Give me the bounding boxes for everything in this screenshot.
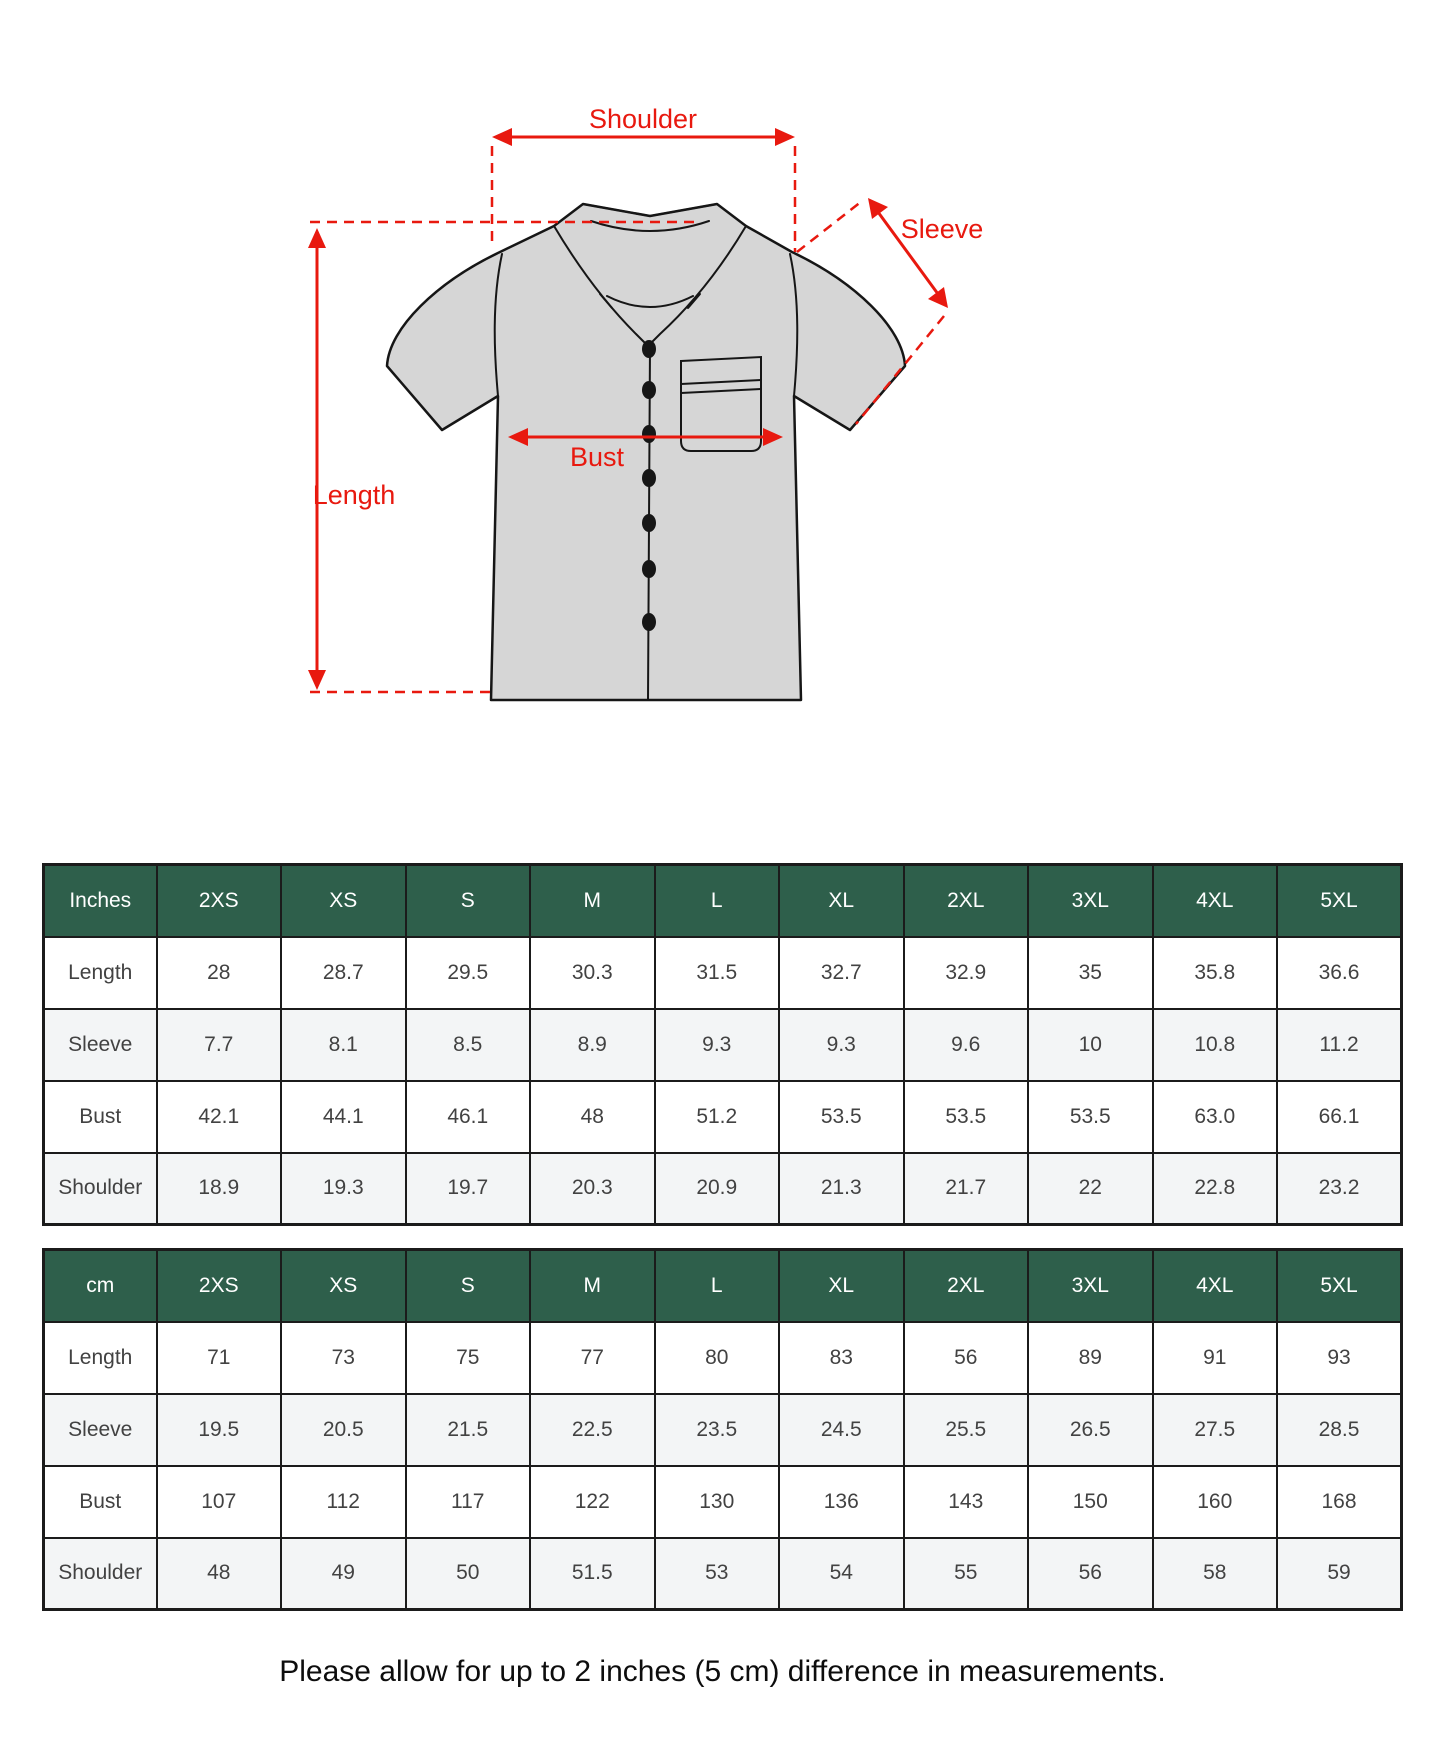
measurement-cell: 50 (406, 1538, 531, 1610)
shoulder-label: Shoulder (588, 104, 698, 134)
size-column-header: XL (779, 1250, 904, 1322)
measurement-cell: 48 (157, 1538, 282, 1610)
measurement-cell: 8.1 (281, 1009, 406, 1081)
measurement-cell: 35.8 (1153, 937, 1278, 1009)
size-table-cm-body (44, 1322, 1402, 1610)
measurement-cell: 143 (904, 1466, 1029, 1538)
measurement-cell: 21.7 (904, 1153, 1029, 1225)
measurement-cell: 42.1 (157, 1081, 282, 1153)
measurement-cell: 23.2 (1277, 1153, 1402, 1225)
measurement-cell: 7.7 (157, 1009, 282, 1081)
measurement-cell: 55 (904, 1538, 1029, 1610)
table-row (44, 1538, 1402, 1610)
size-column-header: M (530, 1250, 655, 1322)
measurement-cell: 53 (655, 1538, 780, 1610)
measurement-cell: 107 (157, 1466, 282, 1538)
row-label-cell: Sleeve (44, 1009, 157, 1081)
measurement-cell: 93 (1277, 1322, 1402, 1394)
measurement-cell: 31.5 (655, 937, 780, 1009)
size-column-header: S (406, 1250, 531, 1322)
measurement-cell: 53.5 (779, 1081, 904, 1153)
table-row (44, 1153, 1402, 1225)
table-row (44, 1394, 1402, 1466)
size-column-header: XS (281, 1250, 406, 1322)
table-row (44, 937, 1402, 1009)
row-label-cell: Shoulder (44, 1538, 157, 1610)
measurement-cell: 18.9 (157, 1153, 282, 1225)
size-column-header: 3XL (1028, 1250, 1153, 1322)
row-label-cell: Bust (44, 1081, 157, 1153)
row-label-cell: Length (44, 937, 157, 1009)
measurement-cell: 53.5 (1028, 1081, 1153, 1153)
measurement-cell: 21.5 (406, 1394, 531, 1466)
size-table-cm-header (44, 1250, 1402, 1322)
measurement-cell: 46.1 (406, 1081, 531, 1153)
size-table-inches-header (44, 865, 1402, 937)
measurement-cell: 75 (406, 1322, 531, 1394)
measurement-cell: 150 (1028, 1466, 1153, 1538)
size-table-cm (42, 1248, 1403, 1611)
size-column-header: 2XL (904, 1250, 1029, 1322)
measurement-cell: 58 (1153, 1538, 1278, 1610)
size-column-header: 5XL (1277, 865, 1402, 937)
measurement-cell: 112 (281, 1466, 406, 1538)
arrowhead-down-right (928, 287, 948, 308)
measurement-cell: 22.5 (530, 1394, 655, 1466)
size-table-inches-body (44, 937, 1402, 1225)
measurement-tolerance-note: Please allow for up to 2 inches (5 cm) difference in measurements. (279, 1655, 1166, 1688)
measurement-cell: 35 (1028, 937, 1153, 1009)
length-label: Length (312, 480, 396, 510)
measurement-cell: 77 (530, 1322, 655, 1394)
table-row (44, 1081, 1402, 1153)
size-column-header: M (530, 865, 655, 937)
size-column-header: L (655, 1250, 780, 1322)
measurement-cell: 21.3 (779, 1153, 904, 1225)
arrowhead-down (308, 670, 326, 690)
measurement-cell: 32.9 (904, 937, 1029, 1009)
measurement-cell: 71 (157, 1322, 282, 1394)
sleeve-label: Sleeve (900, 214, 984, 244)
arrowhead-up-left (868, 198, 888, 219)
measurement-cell: 49 (281, 1538, 406, 1610)
measurement-cell: 30.3 (530, 937, 655, 1009)
measurement-cell: 20.5 (281, 1394, 406, 1466)
size-table-inches (42, 863, 1403, 1226)
measurement-cell: 10 (1028, 1009, 1153, 1081)
measurement-cell: 10.8 (1153, 1009, 1278, 1081)
measurement-cell: 9.6 (904, 1009, 1029, 1081)
size-column-header: 4XL (1153, 1250, 1278, 1322)
measurement-cell: 168 (1277, 1466, 1402, 1538)
measurement-cell: 91 (1153, 1322, 1278, 1394)
row-label-cell: Bust (44, 1466, 157, 1538)
measurement-cell: 8.9 (530, 1009, 655, 1081)
size-column-header: 3XL (1028, 865, 1153, 937)
measurement-cell: 28 (157, 937, 282, 1009)
measurement-cell: 20.3 (530, 1153, 655, 1225)
measurement-cell: 20.9 (655, 1153, 780, 1225)
measurement-cell: 56 (904, 1322, 1029, 1394)
measurement-cell: 136 (779, 1466, 904, 1538)
shirt-measurement-diagram (0, 0, 1445, 745)
measurement-cell: 51.2 (655, 1081, 780, 1153)
size-column-header: 5XL (1277, 1250, 1402, 1322)
measurement-cell: 48 (530, 1081, 655, 1153)
measurement-cell: 24.5 (779, 1394, 904, 1466)
measurement-cell: 122 (530, 1466, 655, 1538)
measurement-cell: 23.5 (655, 1394, 780, 1466)
measurement-cell: 32.7 (779, 937, 904, 1009)
measurement-cell: 36.6 (1277, 937, 1402, 1009)
measurement-cell: 25.5 (904, 1394, 1029, 1466)
measurement-cell: 22 (1028, 1153, 1153, 1225)
measurement-cell: 80 (655, 1322, 780, 1394)
row-label-cell: Shoulder (44, 1153, 157, 1225)
measurement-cell: 29.5 (406, 937, 531, 1009)
measurement-cell: 44.1 (281, 1081, 406, 1153)
measurement-cell: 28.5 (1277, 1394, 1402, 1466)
measurement-cell: 9.3 (779, 1009, 904, 1081)
measurement-cell: 22.8 (1153, 1153, 1278, 1225)
unit-header-cell: Inches (44, 865, 157, 937)
measurement-cell: 9.3 (655, 1009, 780, 1081)
size-column-header: 4XL (1153, 865, 1278, 937)
measurement-cell: 73 (281, 1322, 406, 1394)
size-column-header: 2XS (157, 1250, 282, 1322)
measurement-cell: 53.5 (904, 1081, 1029, 1153)
table-row (44, 1466, 1402, 1538)
measurement-cell: 27.5 (1153, 1394, 1278, 1466)
arrowhead-right (775, 128, 795, 146)
measurement-cell: 11.2 (1277, 1009, 1402, 1081)
arrowhead-up (308, 228, 326, 248)
table-row (44, 1009, 1402, 1081)
size-column-header: S (406, 865, 531, 937)
measurement-cell: 19.7 (406, 1153, 531, 1225)
size-tables-section (0, 863, 1445, 1611)
measurement-cell: 26.5 (1028, 1394, 1153, 1466)
table-row (44, 1322, 1402, 1394)
measurement-cell: 56 (1028, 1538, 1153, 1610)
measurement-cell: 130 (655, 1466, 780, 1538)
measurement-cell: 63.0 (1153, 1081, 1278, 1153)
measurement-cell: 8.5 (406, 1009, 531, 1081)
size-column-header: L (655, 865, 780, 937)
row-label-cell: Sleeve (44, 1394, 157, 1466)
size-column-header: XS (281, 865, 406, 937)
bust-label: Bust (569, 442, 625, 472)
measurement-cell: 117 (406, 1466, 531, 1538)
row-label-cell: Length (44, 1322, 157, 1394)
measurement-cell: 28.7 (281, 937, 406, 1009)
measurement-cell: 51.5 (530, 1538, 655, 1610)
shirt-illustration (387, 204, 905, 700)
size-column-header: 2XL (904, 865, 1029, 937)
measurement-cell: 54 (779, 1538, 904, 1610)
measurement-cell: 66.1 (1277, 1081, 1402, 1153)
unit-header-cell: cm (44, 1250, 157, 1322)
measurement-cell: 83 (779, 1322, 904, 1394)
measurement-cell: 19.5 (157, 1394, 282, 1466)
measurement-cell: 59 (1277, 1538, 1402, 1610)
size-column-header: 2XS (157, 865, 282, 937)
measurement-cell: 19.3 (281, 1153, 406, 1225)
size-column-header: XL (779, 865, 904, 937)
measurement-cell: 89 (1028, 1322, 1153, 1394)
arrowhead-left (492, 128, 512, 146)
measurement-cell: 160 (1153, 1466, 1278, 1538)
